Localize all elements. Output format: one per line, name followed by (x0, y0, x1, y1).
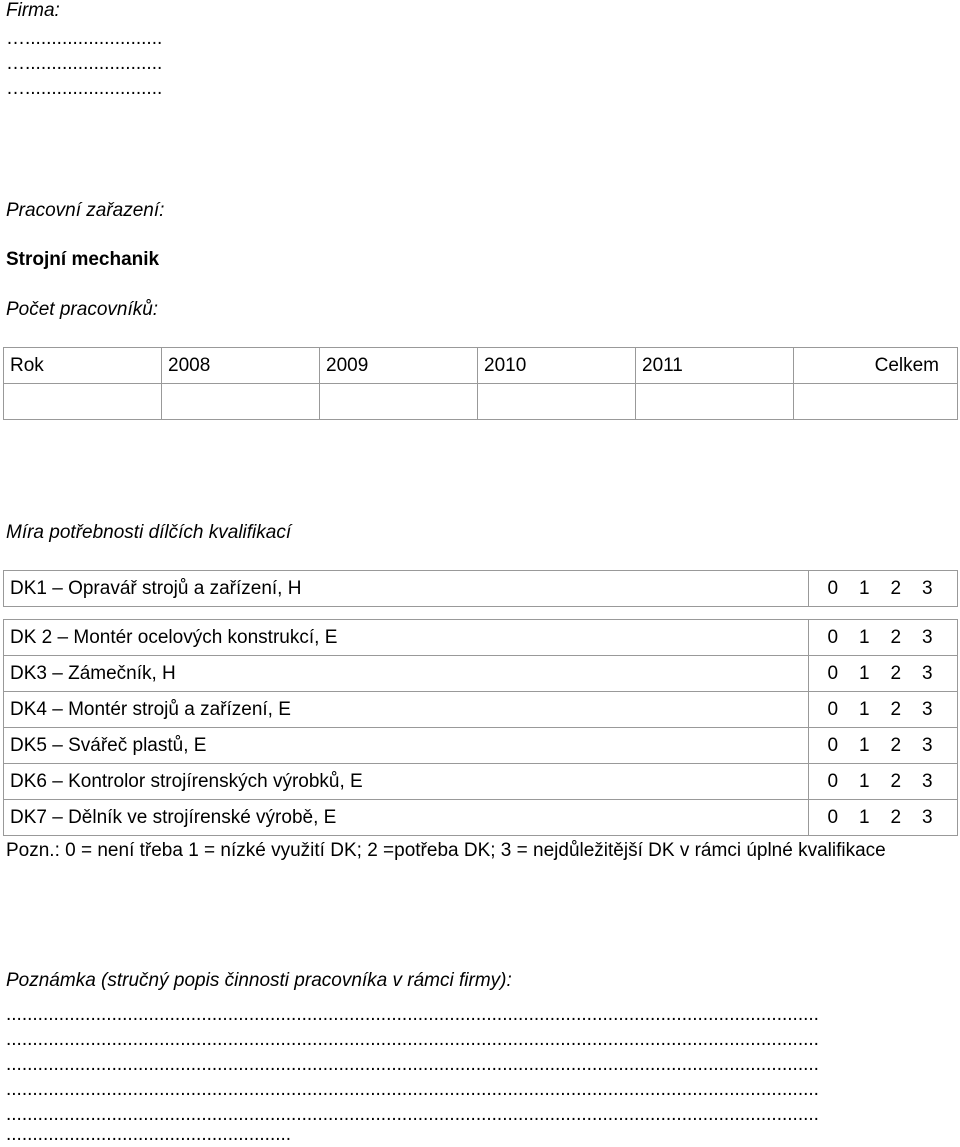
remark-line-5[interactable]: .......................................................................................................................................................... (6, 1104, 819, 1125)
scale-3[interactable]: 3 (921, 698, 933, 720)
firma-line-2: ….......................... (6, 53, 163, 74)
dk-row (4, 800, 958, 836)
scale-1[interactable]: 1 (858, 770, 870, 792)
firma-line-3: ….......................... (6, 78, 163, 99)
scale-0[interactable]: 0 (827, 734, 839, 756)
year-header-2010: 2010 (478, 348, 636, 384)
scale-2[interactable]: 2 (890, 662, 902, 684)
year-table (3, 347, 958, 420)
year-value-cell[interactable] (478, 384, 636, 420)
dk-label: DK6 – Kontrolor strojírenských výrobků, E (4, 764, 809, 800)
scale-1[interactable]: 1 (858, 806, 870, 828)
dk-label: DK1 – Opravář strojů a zařízení, H (4, 571, 809, 607)
scale-1[interactable]: 1 (858, 662, 870, 684)
year-header-celkem: Celkem (794, 348, 958, 384)
qualifications-heading: Míra potřebnosti dílčích kvalifikací (6, 522, 292, 543)
dk-scale[interactable] (809, 656, 958, 692)
dk-scale[interactable] (809, 764, 958, 800)
scale-2[interactable]: 2 (890, 626, 902, 648)
year-header-row (4, 348, 958, 384)
firma-label: Firma: (6, 0, 60, 21)
dk-scale[interactable] (809, 571, 958, 607)
year-header-2008: 2008 (162, 348, 320, 384)
scale-3[interactable]: 3 (921, 770, 933, 792)
scale-0[interactable]: 0 (827, 662, 839, 684)
dk-scale[interactable] (809, 692, 958, 728)
scale-1[interactable]: 1 (858, 577, 870, 599)
dk-row (4, 728, 958, 764)
year-values-row (4, 384, 958, 420)
dk-label: DK 2 – Montér ocelových konstrukcí, E (4, 620, 809, 656)
scale-3[interactable]: 3 (921, 806, 933, 828)
scale-note: Pozn.: 0 = není třeba 1 = nízké využití DK; 2 =potřeba DK; 3 = nejdůležitější DK v rámci úplné kvalifikace (6, 840, 886, 861)
scale-3[interactable]: 3 (921, 626, 933, 648)
scale-2[interactable]: 2 (890, 734, 902, 756)
dk-label: DK3 – Zámečník, H (4, 656, 809, 692)
worker-count-label: Počet pracovníků: (6, 299, 159, 320)
scale-0[interactable]: 0 (827, 626, 839, 648)
year-value-cell[interactable] (320, 384, 478, 420)
qualifications-table (3, 570, 958, 836)
scale-1[interactable]: 1 (858, 626, 870, 648)
remark-line-1[interactable]: .......................................................................................................................................................... (6, 1004, 819, 1025)
dk-row (4, 620, 958, 656)
scale-3[interactable]: 3 (921, 734, 933, 756)
dk-row (4, 656, 958, 692)
position-label: Pracovní zařazení: (6, 200, 165, 221)
scale-2[interactable]: 2 (890, 577, 902, 599)
scale-0[interactable]: 0 (827, 577, 839, 599)
dk-row (4, 692, 958, 728)
dk-row (4, 764, 958, 800)
dk-scale[interactable] (809, 728, 958, 764)
scale-3[interactable]: 3 (921, 577, 933, 599)
dk-label: DK5 – Svářeč plastů, E (4, 728, 809, 764)
remark-label: Poznámka (stručný popis činnosti pracovníka v rámci firmy): (6, 970, 512, 991)
row-spacer (4, 607, 958, 620)
year-value-cell[interactable] (162, 384, 320, 420)
remark-line-3[interactable]: .......................................................................................................................................................... (6, 1054, 819, 1075)
scale-3[interactable]: 3 (921, 662, 933, 684)
scale-0[interactable]: 0 (827, 698, 839, 720)
dk-row (4, 571, 958, 607)
scale-0[interactable]: 0 (827, 806, 839, 828)
scale-0[interactable]: 0 (827, 770, 839, 792)
scale-2[interactable]: 2 (890, 806, 902, 828)
dk-scale[interactable] (809, 800, 958, 836)
dk-label: DK7 – Dělník ve strojírenské výrobě, E (4, 800, 809, 836)
year-value-cell[interactable] (636, 384, 794, 420)
position-value: Strojní mechanik (6, 249, 160, 270)
scale-1[interactable]: 1 (858, 734, 870, 756)
remark-line-6[interactable]: ...................................................... (6, 1124, 292, 1145)
dk-label: DK4 – Montér strojů a zařízení, E (4, 692, 809, 728)
year-value-cell[interactable] (794, 384, 958, 420)
year-header-rok: Rok (4, 348, 162, 384)
year-header-2011: 2011 (636, 348, 794, 384)
scale-2[interactable]: 2 (890, 770, 902, 792)
firma-line-1: ….......................... (6, 28, 163, 49)
remark-line-4[interactable]: .......................................................................................................................................................... (6, 1079, 819, 1100)
scale-1[interactable]: 1 (858, 698, 870, 720)
year-header-2009: 2009 (320, 348, 478, 384)
year-value-cell[interactable] (4, 384, 162, 420)
scale-2[interactable]: 2 (890, 698, 902, 720)
remark-line-2[interactable]: .......................................................................................................................................................... (6, 1029, 819, 1050)
dk-scale[interactable] (809, 620, 958, 656)
